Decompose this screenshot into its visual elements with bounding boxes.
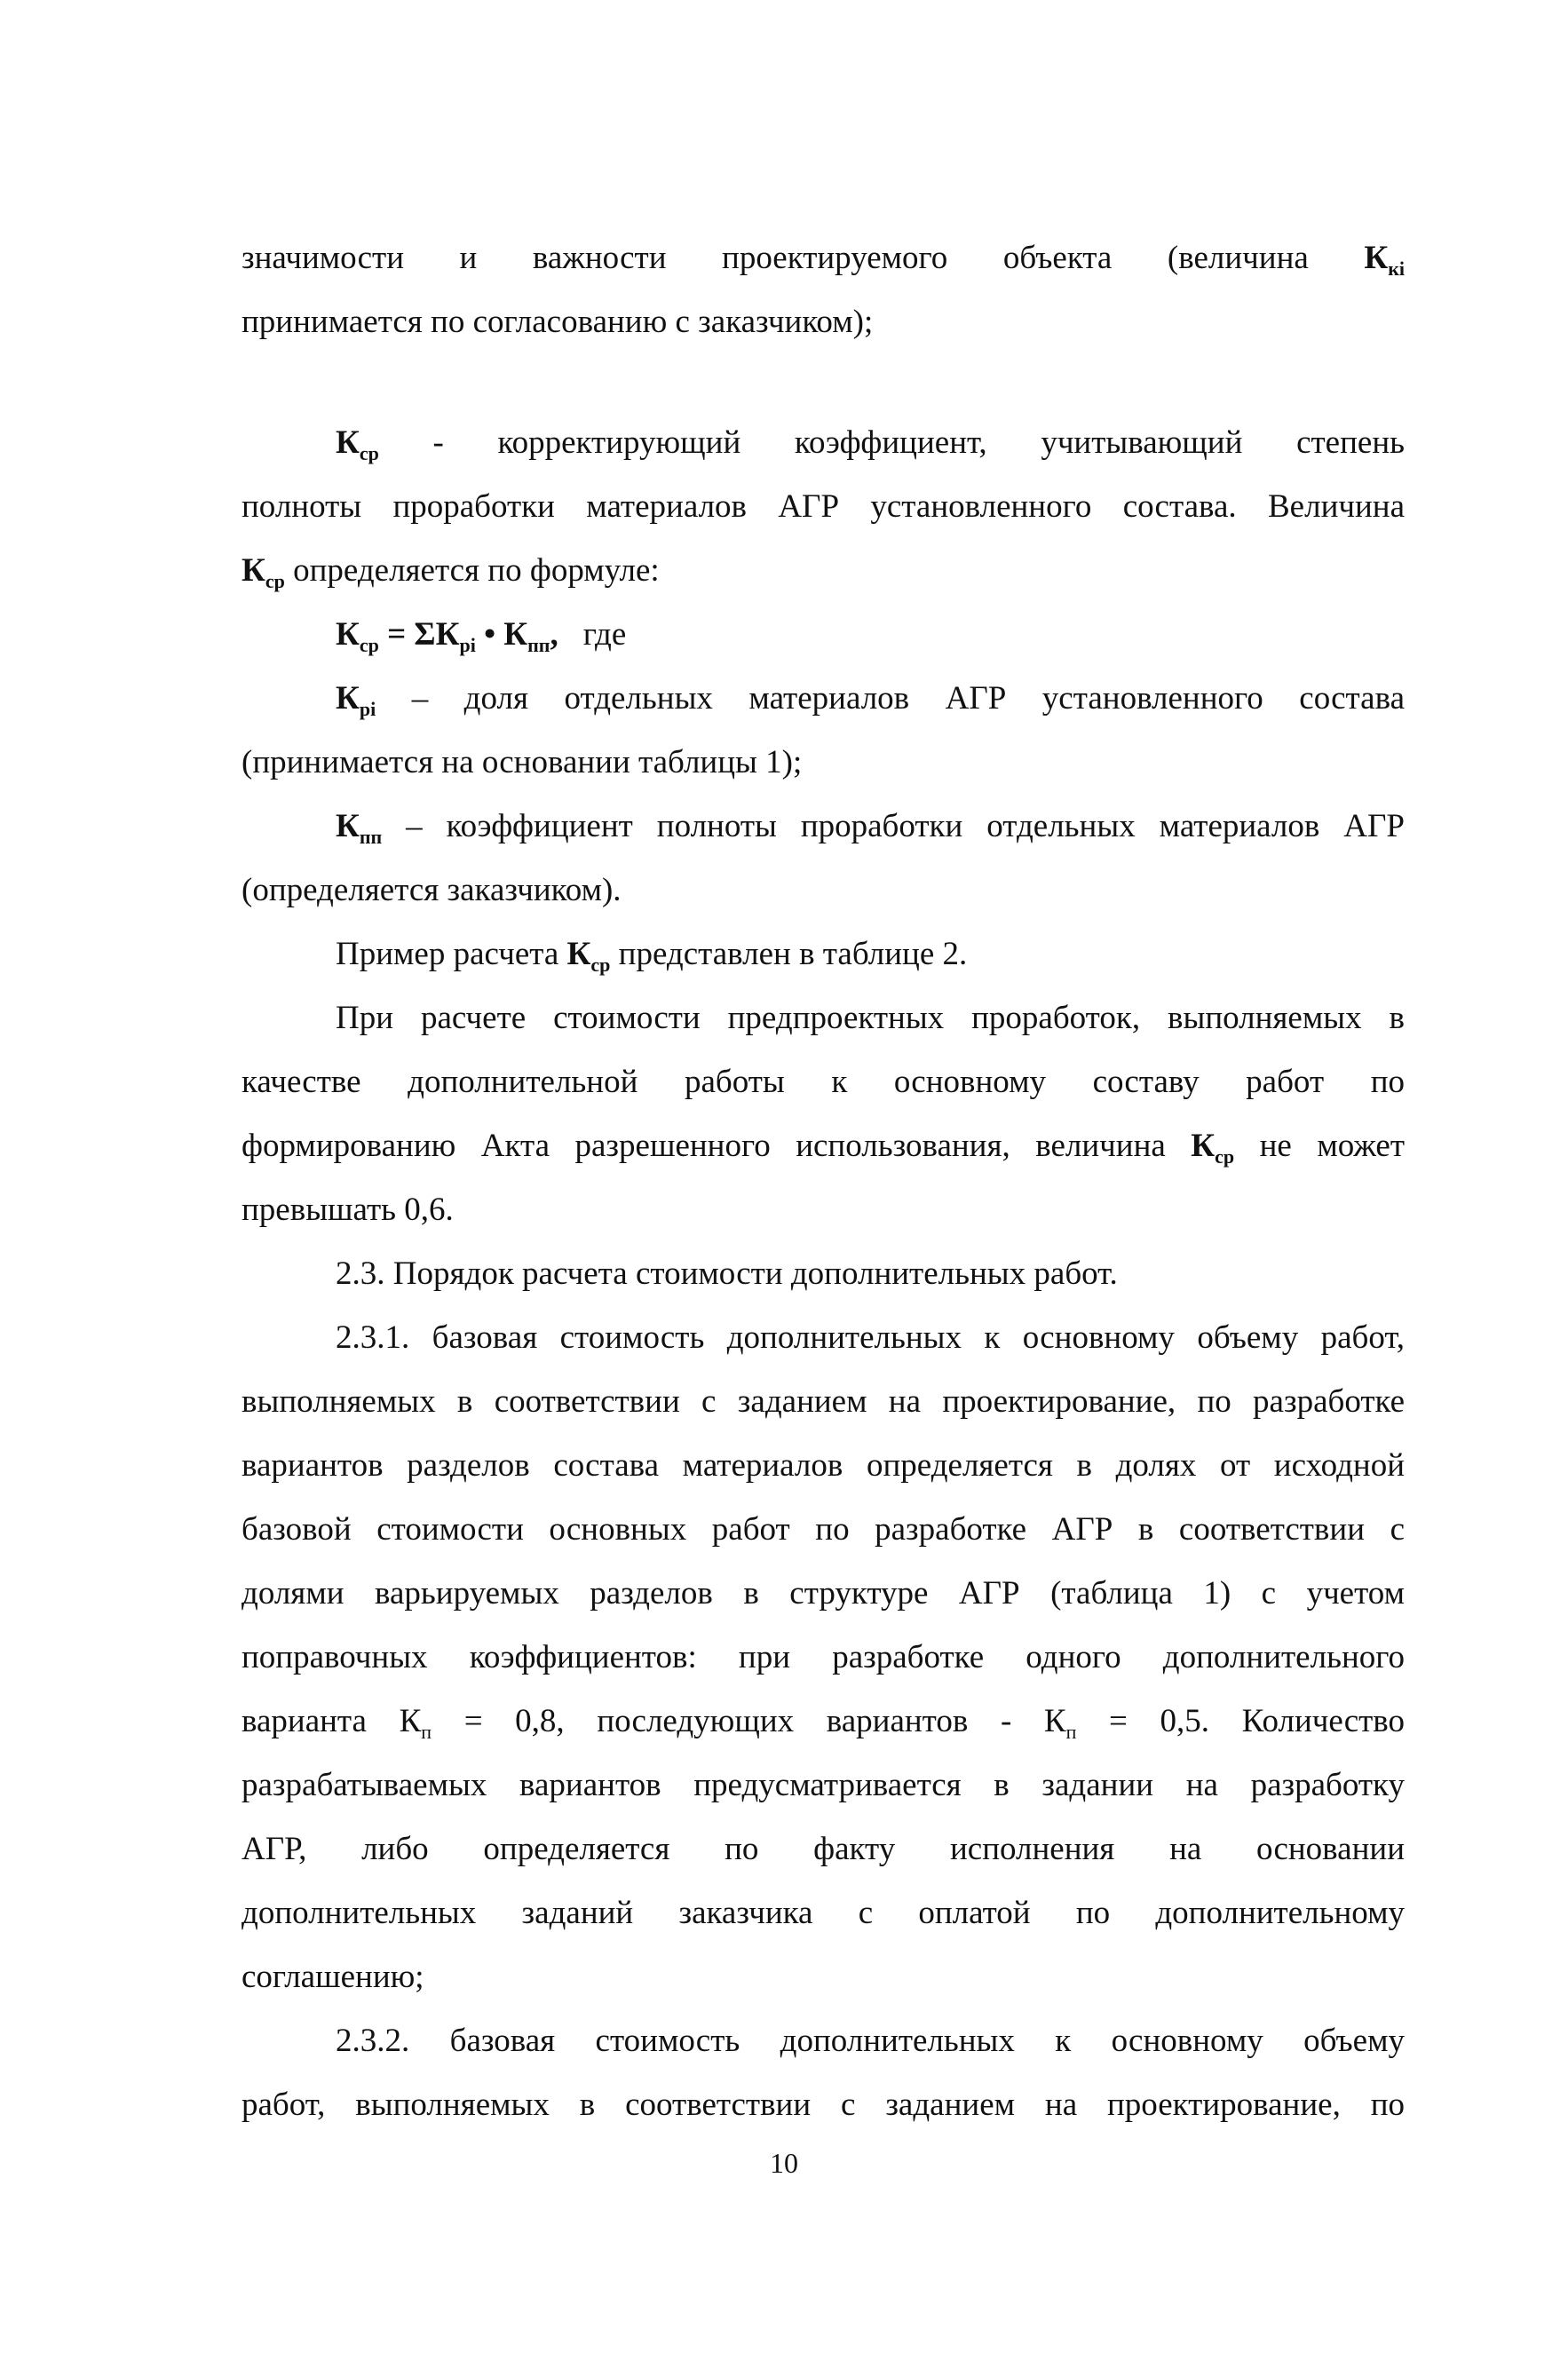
section-heading: 2.3. Порядок расчета стоимости дополнительных работ. — [336, 1255, 1118, 1292]
coefficient-symbol: $К_{ср}$ — [336, 424, 379, 464]
text-line: АГР, либо определяется по факту исполнения на основании — [242, 1831, 1405, 1867]
text-line: (определяется заказчиком). — [242, 872, 622, 908]
text-span: = 0,5. Количество — [1076, 1703, 1406, 1739]
text-span: – коэффициент полноты проработки отдельных материалов АГР — [382, 808, 1405, 844]
text-span: - корректирующий коэффициент, учитывающий степень — [378, 424, 1405, 461]
text-span: не может — [1234, 1128, 1405, 1164]
text-line: качестве дополнительной работы к основному составу работ по — [242, 1064, 1405, 1100]
text-line: вариантов разделов состава материалов определяется в долях от исходной — [242, 1447, 1405, 1484]
text-line: превышать 0,6. — [242, 1192, 454, 1228]
formula-where: где — [582, 616, 627, 653]
coefficient-symbol: $К_{рi}$ — [336, 680, 376, 720]
text-span: = 0,8, последующих вариантов - К — [432, 1703, 1066, 1739]
text-line: базовой стоимости основных работ по разработке АГР в соответствии с — [242, 1511, 1405, 1548]
text-span: варианта К — [242, 1703, 422, 1739]
text-line: варианта $К_п = 0,8$, последующих вариантов - $К_п = 0,5$. Количество — [242, 1703, 1406, 1743]
text-line: дополнительных заданий заказчика с оплатой по дополнительному — [242, 1895, 1405, 1931]
text-span: Пример расчета — [336, 936, 567, 972]
text-span: – доля отдельных материалов АГР установленного состава — [376, 680, 1405, 717]
text-span: значимости и важности проектируемого объекта (величина — [242, 240, 1309, 276]
text-line: При расчете стоимости предпроектных проработок, выполняемых в — [336, 1000, 1405, 1036]
text-line: долями варьируемых разделов в структуре АГР (таблица 1) с учетом — [242, 1575, 1405, 1612]
text-line: разрабатываемых вариантов предусматривается в задании на разработку — [242, 1767, 1405, 1803]
coefficient-symbol: $К_{кi}$ — [1364, 240, 1406, 280]
text-line: полноты проработки материалов АГР установленного состава. Величина — [242, 488, 1405, 525]
text-line — [242, 1124, 1405, 1168]
text-line — [336, 932, 1405, 977]
text-line: выполняемых в соответствии с заданием на проектирование, по разработке — [242, 1383, 1405, 1420]
coefficient-symbol: $К_{ср}$ — [566, 936, 611, 976]
coefficient-symbol: $К_{пп}$ — [336, 808, 383, 848]
text-span: формированию Акта разрешенного использования, величина — [242, 1128, 1192, 1164]
text-line — [242, 236, 1405, 281]
text-span: определяется по формуле: — [284, 552, 660, 589]
text-line: принимается по согласованию с заказчиком); — [242, 304, 874, 340]
text-line: (принимается на основании таблицы 1); — [242, 744, 803, 780]
text-line: соглашению; — [242, 1959, 424, 1995]
text-line — [336, 677, 1405, 721]
text-line: поправочных коэффициентов: при разработке одного дополнительного — [242, 1639, 1405, 1675]
formula — [336, 613, 1405, 657]
page-number: 10 — [770, 2147, 798, 2179]
formula-expression: $К_{ср} = \Sigma К_{рi}$ • $К_{пп}$, — [336, 616, 558, 656]
text-line — [336, 804, 1405, 849]
text-line — [336, 421, 1405, 465]
coefficient-symbol: $К_{ср}$ — [242, 552, 285, 592]
text-line: 2.3.1. базовая стоимость дополнительных к основному объему работ, — [336, 1319, 1405, 1356]
text-line: 2.3.2. базовая стоимость дополнительных к основному объему — [336, 2023, 1405, 2059]
text-line: работ, выполняемых в соответствии с заданием на проектирование, по — [242, 2087, 1405, 2123]
text-span: представлен в таблице 2. — [610, 936, 968, 972]
text-line — [242, 549, 1405, 593]
coefficient-symbol: $К_{ср}$ — [1191, 1128, 1235, 1168]
